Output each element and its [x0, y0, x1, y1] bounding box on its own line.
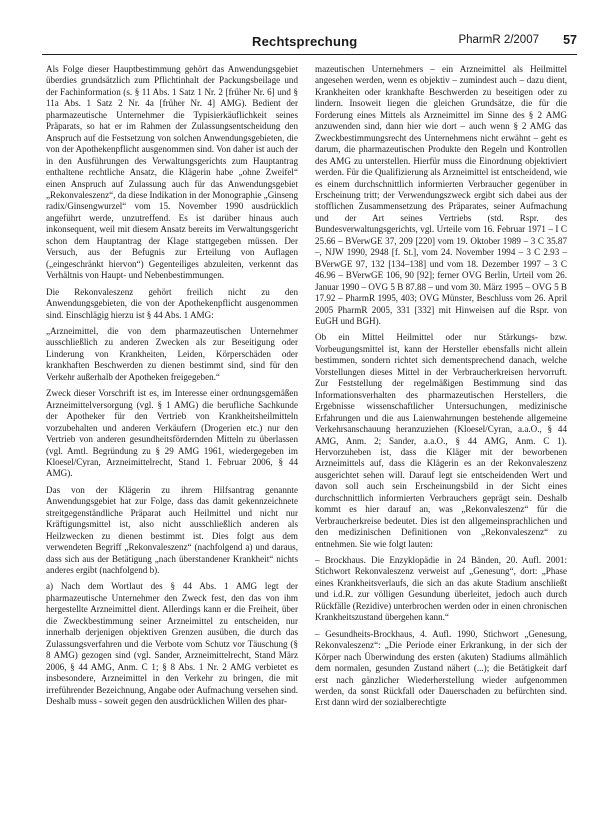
paragraph: Das von der Klägerin zu ihrem Hilfsantrag genannte Anwendungsgebiet hat zur Folge, dass das damit gekennzeichnete streitgegenständliche Präparat auch Heilmittel und nicht nur Kräftigungsmittel ist, also nicht ausschließlich anderen als Heilzwecken zu dienen bestimmt ist. Dies folgt aus dem verwendeten Begriff „Rekonvaleszenz“ (nachfolgend a) und daraus, dass sich aus der Betätigung „nach überstandener Krankheit“ nichts anderes ergibt (nachfolgend b).: [46, 484, 298, 576]
page-header: [42, 30, 577, 54]
paragraph: a) Nach dem Wortlaut des § 44 Abs. 1 AMG legt der pharmazeutische Unternehmer den Zweck fest, den das von ihm hergestellte Arzneimittel dient. Allerdings kann er die Freiheit, über die Zweckbestimmung seiner Arzneimittel zu entscheiden, nur innerhalb derjenigen objektiven Grenzen ausüben, die durch das Zulassungsverfahren und die Verbote vom Schutz vor Täuschung (§ 8 AMG) gezogen sind (vgl. Sander, Arzneimittelrecht, Stand März 2006, § 44 AMG, Anm. C 1; § 8 Abs. 1 Nr. 2 AMG verbietet es insbesondere, Arzneimittel in den Verkehr zu bringen, die mit irreführender Bezeichnung, Angabe oder Aufmachung versehen sind. Deshalb muss - soweit gegen den ausdrücklichen Willen des phar-: [46, 581, 299, 707]
right-column: [315, 64, 567, 714]
section-title: Rechtsprechung: [252, 34, 358, 49]
left-column: [46, 64, 298, 712]
journal-citation: PharmR 2/2007: [458, 34, 539, 46]
header-rule: [42, 54, 577, 55]
paragraph: Als Folge dieser Hauptbestimmung gehört das Anwendungsgebiet überdies grundsätzlich zum Pflichtinhalt der Packungsbeilage und der Fachinformation (s. § 11 Abs. 1 Satz 1 Nr. 2 [früher Nr. 6] und § 11a Abs. 1 Satz 2 Nr. 4a [früher Nr. 4] AMG). Bedient der pharmazeutische Unternehmer die Typisierkäuflichkeit seines Präparats, so hat er im Rahmen der Zulassungsentscheidung den Anspruch auf die Festsetzung von solchen Anwendungsgebieten, die von der Apothekenpflicht ausgenommen sind. Von daher ist auch der in den Ausführungen des Verwaltungsgerichts zum Hauptantrag enthaltene rechtliche Ansatz, die Klägerin habe „ohne Zweifel“ einen Anspruch auf Zulassung auch für das Anwendungsgebiet „Rekonvaleszenz“, da diese Indikation in der Monographie „Ginseng radix/Ginsengwurzel“ vom 15. November 1990 ausdrücklich angeführt werde, unzutreffend. Es ist darüber hinaus auch inkonsequent, weil mit diesem Ansatz bereits im Verwaltungsgericht schon dem Hauptantrag der Klage stattgegeben müssen. Der Versuch, aus der Befugnis zur Erteilung von Auflagen („eingeschränkt hiervon“) Gegenteiliges abzuleiten, verkennt das Verhältnis von Haupt- und Nebenbestimmungen.: [46, 64, 299, 281]
paragraph: Die Rekonvaleszenz gehört freilich nicht zu den Anwendungsgebieten, die von der Apothekenpflicht ausgenommen sind. Einschlägig hierzu ist § 44 Abs. 1 AMG:: [46, 286, 298, 320]
paragraph: Ob ein Mittel Heilmittel oder nur Stärkungs- bzw. Vorbeugungsmittel ist, kann der Hersteller ebensfalls nicht allein bestimmen, sondern richtet sich dementsprechend danach, welche Vorstellungen dieses Mittel in der Verbraucherkreisen hervorruft. Zur Feststellung der regelmäßigen Bestimmung sind das Informationsverhalten des pharmazeutischen Herstellers, die Ergebnisse wissenschaftlicher Untersuchungen, medizinische Erfahrungen und die aus Laienwahrnungen bestehende allgemeine Verkehrsanschauung heranzuziehen (Kloesel/Cyran, a.a.O., § 44 AMG, Anm. 2; Sander, a.a.O., § 44 AMG, Anm. C 1). Hervorzuheben ist, dass die Kläger mit der beworbenen Arzneimittels auf, dass die Klägerin es an der Rekonvaleszenz ausgerichtet sehen will. Darauf legt sie entscheidenden Wert und davon soll auch sein Erscheinungsbild in der Sicht eines durchschnittlich informierten Verbrauchers geprägt sein. Deshalb kommt es hier darauf an, was „Rekonvaleszenz“ für die Verbraucherkreise bedeutet. Dies ist den allgemeinsprachlichen und den medizinischen Definitionen von „Rekonvaleszenz“ zu entnehmen. Sie wie folgt lauten:: [315, 332, 567, 549]
definition-item: – Gesundheits-Brockhaus, 4. Aufl. 1990, Stichwort „Genesung, Rekonvaleszenz“: „Die Periode einer Erkrankung, in der sich der Körper nach Überwindung des ersten (akuten) Stadiums allmählich dem normalen, gesunden Zustand nähert (...); die Betätigkeit darf erst nach gänzlicher Wiederherstellung wieder aufgenommen werden, da sonst Rückfall oder Dauerschaden zu befürchten sind. Erst dann wird der sozialberechtigte: [315, 628, 567, 708]
paragraph: mazeutischen Unternehmers – ein Arzneimittel als Heilmittel angesehen werden, wenn es objektiv – zumindest auch – dazu dient, Krankheiten oder krankhafte Beschwerden zu beseitigen oder zu lindern. Insoweit liegen die gleichen Grundsätze, die für die Forderung eines Mittels als Arzneimittel im Sinne des § 2 AMG anzuwenden sind, dann hier wie dort – auch wenn § 2 AMG das Zweckbestimmungsrecht des Unternehmens nicht erwähnt – geht es darum, die pharmazeutischen Produkte den Regeln und Kontrollen des AMG zu unterstellen. Hierfür muss die Einordnung objektiviert werden. Für die Qualifizierung als Arzneimittel ist entscheidend, wie es einem durchschnittlich informierten Verbraucher gegenüber in Erscheinung tritt; der Verwendungszweck ergibt sich dabei aus der stofflichen Zusammensetzung des Präparates, seiner Aufmachung und der Art seines Vertriebs (std. Rspr. des Bundesverwaltungsgerichts, vgl. Urteile vom 16. Februar 1971 – I C 25.66 – BVerwGE 37, 209 [220] vom 19. Oktober 1989 – 3 C 35.87 –, NJW 1990, 2948 [f. St.], vom 24. November 1994 – 3 C 2.93 – BVerwGE 97, 132 [134–138] und vom 18. Dezember 1997 – 3 C 46.96 – BVerwGE 106, 90 [92]; ferner OVG Berlin, Urteil vom 26. Januar 1990 – OVG 5 B 87.88 – und vom 30. März 1995 – OVG 5 B 17.92 – PharmR 1995, 403; OVG Münster, Beschluss vom 26. April 2005 PharmR 2005, 331 [332] mit Hinweisen auf die Rspr. von EuGH und BGH).: [315, 64, 567, 326]
page-number: 57: [563, 33, 577, 47]
paragraph: Zweck dieser Vorschrift ist es, im Interesse einer ordnungsgemäßen Arzneimittelversorgung (vgl. § 1 AMG) die berufliche Sachkunde der Apotheker für den Vertrieb von Krankheitsheilmitteln vorzubehalten und anderen Verkäufern (Drogerien etc.) nur den Vertrieb von anderen gesundheitsfördernden Mitteln zu überlassen (vgl. Amtl. Begründung zu § 29 AMG 1961, wiedergegeben im Kloesel/Cyran, Arzneimittelrecht, Stand 1. Februar 2006, § 44 AMG).: [46, 388, 298, 479]
quotation: „Arzneimittel, die von dem pharmazeutischen Unternehmer ausschließlich zu anderen Zwecken als zur Beseitigung oder Linderung von Krankheiten, Leiden, Körperschäden oder krankhaften Beschwerden zu dienen bestimmt sind, sind für den Verkehr außerhalb der Apotheken freigegeben.“: [46, 325, 298, 382]
definition-item: – Brockhaus. Die Enzyklopädie in 24 Bänden, 20. Aufl. 2001: Stichwort Rekonvaleszenz verweist auf „Genesung“, dort: „Phase eines Krankheitsverlaufs, die sich an das akute Stadium anschließt und i.d.R. zur völligen Gesundung überleitet, jedoch auch durch Rückfälle (Rezidive) unterbrochen werden oder in einen chronischen Krankheitszustand übergehen kann.“: [315, 555, 567, 623]
